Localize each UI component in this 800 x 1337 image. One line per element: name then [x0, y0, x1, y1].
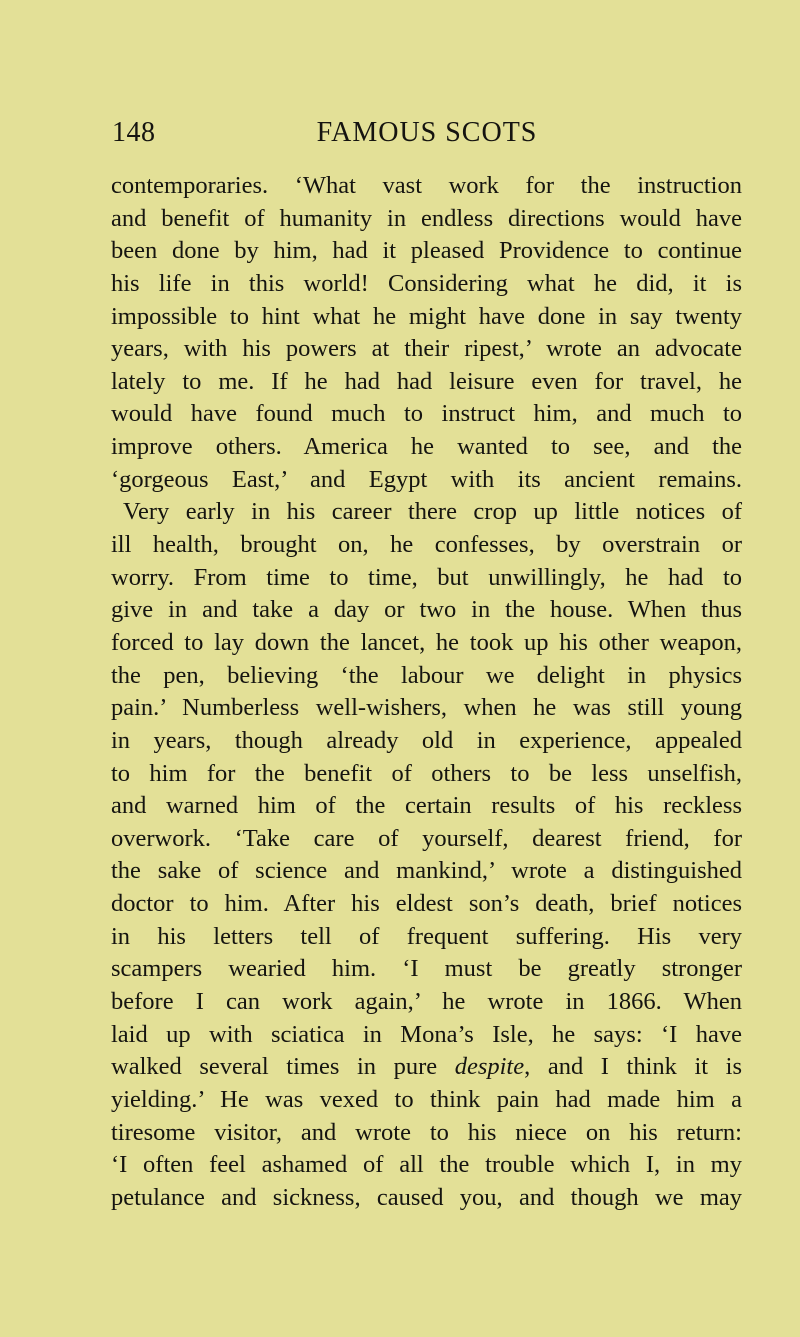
text-line: ‘gorgeous East,’ and Egypt with its ancient remains. [111, 465, 742, 493]
text-line: in years, though already old in experience, appealed [111, 726, 742, 754]
text-line: improve others. America he wanted to see, and the [111, 433, 742, 461]
text-line-with-emphasis [111, 1051, 742, 1084]
text-line: pain.’ Numberless well-wishers, when he was still young [111, 694, 742, 722]
text-line: lately to me. If he had had leisure even for travel, he [111, 367, 742, 395]
text-line: yielding.’ He was vexed to think pain had made him a [111, 1085, 742, 1113]
text-line: in his letters tell of frequent suffering. His very [111, 922, 742, 950]
text-line: give in and take a day or two in the house. When thus [111, 596, 742, 624]
text-line: ill health, brought on, he confesses, by overstrain or [111, 531, 742, 559]
text-line: to him for the benefit of others to be less unselfish, [111, 759, 742, 787]
text-line: worry. From time to time, but unwillingly, he had to [111, 563, 742, 591]
running-title: FAMOUS SCOTS [316, 117, 538, 148]
body-text [111, 170, 742, 1215]
text-line: the pen, believing ‘the labour we delight in physics [111, 661, 742, 689]
text-line: impossible to hint what he might have done in say twenty [111, 302, 742, 330]
text-line: before I can work again,’ he wrote in 1866. When [111, 988, 742, 1016]
text-segment: walked several times in pure [111, 1053, 438, 1081]
text-line: laid up with sciatica in Mona’s Isle, he says: ‘I have [111, 1020, 742, 1048]
text-line: overwork. ‘Take care of yourself, dearest friend, for [111, 824, 742, 852]
text-line: and warned him of the certain results of his reckless [111, 792, 742, 820]
text-line: contemporaries. ‘What vast work for the instruction [111, 172, 742, 199]
text-line: years, with his powers at their ripest,’ wrote an advocate [111, 335, 742, 363]
text-line: and benefit of humanity in endless directions would have [111, 204, 742, 232]
text-line: scampers wearied him. ‘I must be greatly stronger [111, 955, 742, 983]
text-line: the sake of science and mankind,’ wrote a distinguished [111, 857, 742, 885]
text-line: doctor to him. After his eldest son’s death, brief notices [111, 890, 742, 918]
page-number: 148 [112, 117, 156, 148]
text-segment: , and I think it is [524, 1053, 743, 1081]
page-header [112, 113, 742, 153]
text-line: petulance and sickness, caused you, and though we may [111, 1183, 742, 1211]
italic-emphasis: despite [454, 1053, 525, 1081]
text-line: been done by him, had it pleased Providence to continue [111, 237, 742, 265]
text-line: his life in this world! Considering what he did, it is [111, 269, 742, 297]
text-line: tiresome visitor, and wrote to his niece on his return: [111, 1118, 742, 1146]
text-line: forced to lay down the lancet, he took up his other weapon, [111, 628, 742, 656]
text-line: would have found much to instruct him, and much to [111, 400, 742, 428]
text-line: ‘I often feel ashamed of all the trouble which I, in my [111, 1151, 742, 1179]
paragraph-start-line: Very early in his career there crop up little notices of [123, 498, 742, 526]
